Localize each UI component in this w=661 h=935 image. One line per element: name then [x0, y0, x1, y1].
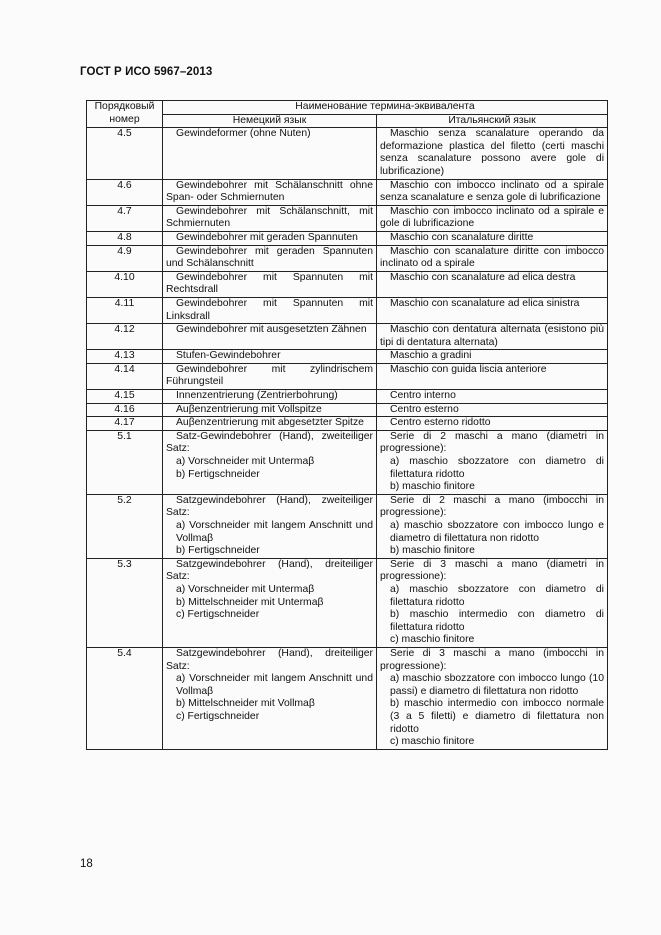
- german-term-line: Satzgewindebohrer (Hand), dreiteiliger Satz:: [166, 647, 373, 672]
- term-number: 4.12: [87, 324, 163, 350]
- italian-term-line: b) maschio intermedio con imbocco normale (3 a 5 filetti) e diametro di filettatura non ridotto: [390, 698, 604, 735]
- terms-table: [86, 100, 608, 750]
- german-term-line: b) Mittelschneider mit Untermaβ: [176, 596, 324, 608]
- term-number: 4.7: [87, 205, 163, 231]
- term-number: 4.16: [87, 403, 163, 417]
- table-row: [87, 390, 608, 404]
- italian-term-cell: [377, 647, 608, 749]
- italian-term-cell: [377, 350, 608, 364]
- german-term-line: c) Fertigschneider: [176, 710, 260, 722]
- table-row: [87, 205, 608, 231]
- table-row: [87, 417, 608, 431]
- italian-term-line: Serie di 3 maschi a mano (diametri in progressione):: [380, 558, 604, 583]
- italian-term-line: Serie di 2 maschi a mano (imbocchi in progressione):: [380, 494, 604, 519]
- italian-term-line: Maschio con imbocco inclinato od a spirale e gole di lubrificazione: [380, 205, 604, 230]
- german-term-cell: [163, 494, 377, 558]
- italian-term-cell: [377, 494, 608, 558]
- term-number: 4.10: [87, 271, 163, 297]
- german-term-cell: [163, 558, 377, 647]
- german-term-cell: [163, 271, 377, 297]
- table-row: [87, 271, 608, 297]
- column-group-header: Наименование термина-эквивалента: [163, 101, 608, 115]
- german-term-line: Stufen-Gewindebohrer: [176, 350, 281, 362]
- italian-term-line: Maschio con scanalature ad elica sinistra: [390, 297, 580, 309]
- italian-term-cell: [377, 390, 608, 404]
- table-subheader-row: [87, 114, 608, 128]
- german-term-cell: [163, 179, 377, 205]
- italian-term-line: Centro interno: [390, 390, 456, 402]
- italian-term-cell: [377, 363, 608, 389]
- table-row: [87, 128, 608, 179]
- italian-term-line: Serie di 2 maschi a mano (diametri in progressione):: [380, 430, 604, 455]
- term-number: 5.4: [87, 647, 163, 749]
- german-term-cell: [163, 403, 377, 417]
- table-header-row: [87, 101, 608, 115]
- german-term-cell: [163, 231, 377, 245]
- italian-term-cell: [377, 231, 608, 245]
- italian-term-cell: [377, 403, 608, 417]
- table-row: [87, 430, 608, 494]
- italian-term-line: Maschio senza scanalature operando da deformazione plastica del filetto (certi maschi senza scanalature possono avere gole di lubrificazione): [380, 128, 604, 177]
- german-term-line: Gewindebohrer mit Spannuten mit Rechtsdrall: [166, 271, 373, 296]
- german-term-cell: [163, 245, 377, 271]
- german-term-line: Gewindebohrer mit ausgesetzten Zähnen: [176, 324, 367, 336]
- italian-term-cell: [377, 128, 608, 179]
- german-term-cell: [163, 128, 377, 179]
- term-number: 5.2: [87, 494, 163, 558]
- italian-term-line: Maschio a gradini: [390, 350, 472, 362]
- table-row: [87, 231, 608, 245]
- term-number: 4.9: [87, 245, 163, 271]
- german-term-line: Gewindeformer (ohne Nuten): [176, 128, 311, 140]
- italian-term-line: a) maschio sbozzatore con imbocco lungo (10 passi) e diametro di filettatura non ridotto: [390, 673, 604, 697]
- table-row: [87, 403, 608, 417]
- italian-term-cell: [377, 430, 608, 494]
- document-header: ГОСТ Р ИСО 5967–2013: [80, 66, 213, 78]
- table-row: [87, 363, 608, 389]
- term-number: 5.3: [87, 558, 163, 647]
- german-term-line: Satzgewindebohrer (Hand), zweiteiliger Satz:: [166, 494, 373, 519]
- german-term-line: b) Fertigschneider: [176, 545, 260, 557]
- table-row: [87, 297, 608, 323]
- german-term-cell: [163, 350, 377, 364]
- italian-term-cell: [377, 558, 608, 647]
- italian-term-line: Maschio con scanalature ad elica destra: [390, 271, 576, 283]
- italian-term-cell: [377, 179, 608, 205]
- italian-term-line: a) maschio sbozzatore con imbocco lungo e diametro di filettatura non ridotto: [390, 520, 604, 544]
- german-term-line: a) Vorschneider mit Untermaβ: [176, 456, 315, 468]
- german-term-line: Gewindebohrer mit zylindrischem Führungsteil: [166, 363, 373, 388]
- term-number: 4.8: [87, 231, 163, 245]
- italian-term-line: Centro esterno: [390, 403, 459, 415]
- term-number: 4.13: [87, 350, 163, 364]
- italian-term-line: Maschio con imbocco inclinato od a spirale senza scanalature e senza gole di lubrificazione: [380, 179, 604, 204]
- table-row: [87, 558, 608, 647]
- italian-term-cell: [377, 324, 608, 350]
- column-header-italian: Итальянский язык: [377, 114, 608, 128]
- german-term-line: Auβenzentrierung mit Vollspitze: [176, 403, 322, 415]
- german-term-line: Auβenzentrierung mit abgesetzter Spitze: [176, 417, 364, 429]
- german-term-cell: [163, 205, 377, 231]
- italian-term-line: Maschio con dentatura alternata (esistono più tipi di dentatura alternata): [380, 324, 604, 348]
- term-number: 4.15: [87, 390, 163, 404]
- italian-term-line: b) maschio finitore: [390, 481, 475, 493]
- german-term-cell: [163, 390, 377, 404]
- column-header-german: Немецкий язык: [163, 114, 377, 128]
- table-row: [87, 245, 608, 271]
- german-term-cell: [163, 430, 377, 494]
- italian-term-line: Maschio con scanalature diritte con imbocco inclinato od a spirale: [380, 245, 604, 270]
- german-term-line: Gewindebohrer mit Spannuten mit Linksdrall: [166, 297, 373, 322]
- italian-term-cell: [377, 297, 608, 323]
- table-row: [87, 324, 608, 350]
- term-number: 4.17: [87, 417, 163, 431]
- table-row: [87, 494, 608, 558]
- italian-term-line: Centro esterno ridotto: [390, 417, 491, 429]
- italian-term-line: a) maschio sbozzatore con diametro di filettatura ridotto: [390, 583, 604, 608]
- page-number: 18: [80, 858, 93, 870]
- italian-term-line: Maschio con scanalature diritte: [390, 231, 534, 243]
- term-number: 4.5: [87, 128, 163, 179]
- german-term-cell: [163, 363, 377, 389]
- table-row: [87, 647, 608, 749]
- german-term-line: a) Vorschneider mit langem Anschnitt und Vollmaβ: [176, 520, 373, 544]
- table-row: [87, 179, 608, 205]
- german-term-line: Innenzentrierung (Zentrierbohrung): [176, 390, 338, 402]
- italian-term-cell: [377, 245, 608, 271]
- italian-term-line: c) maschio finitore: [390, 736, 475, 748]
- italian-term-line: a) maschio sbozzatore con diametro di filettatura ridotto: [390, 456, 604, 480]
- german-term-cell: [163, 297, 377, 323]
- italian-term-line: c) maschio finitore: [390, 634, 475, 646]
- german-term-line: Gewindebohrer mit Schälanschnitt, mit Schmiernuten: [166, 205, 373, 230]
- table-row: [87, 350, 608, 364]
- german-term-cell: [163, 417, 377, 431]
- german-term-line: c) Fertigschneider: [176, 609, 260, 621]
- german-term-line: Gewindebohrer mit Schälanschnitt ohne Span- oder Schmiernuten: [166, 179, 373, 204]
- italian-term-cell: [377, 205, 608, 231]
- italian-term-cell: [377, 417, 608, 431]
- term-number: 4.11: [87, 297, 163, 323]
- italian-term-line: b) maschio intermedio con diametro di filettatura ridotto: [390, 609, 604, 633]
- italian-term-line: Serie di 3 maschi a mano (imbocchi in progressione):: [380, 647, 604, 672]
- german-term-line: b) Fertigschneider: [176, 468, 260, 480]
- german-term-line: Gewindebohrer mit geraden Spannuten und Schälanschnitt: [166, 245, 373, 270]
- german-term-line: a) Vorschneider mit langem Anschnitt und Vollmaβ: [176, 673, 373, 697]
- german-term-line: a) Vorschneider mit Untermaβ: [176, 583, 315, 595]
- table-body: [87, 128, 608, 750]
- italian-term-line: b) maschio finitore: [390, 545, 475, 557]
- italian-term-cell: [377, 271, 608, 297]
- term-number: 4.14: [87, 363, 163, 389]
- german-term-line: Gewindebohrer mit geraden Spannuten: [176, 231, 358, 243]
- german-term-line: Satzgewindebohrer (Hand), dreiteiliger Satz:: [166, 558, 373, 583]
- term-number: 5.1: [87, 430, 163, 494]
- german-term-cell: [163, 324, 377, 350]
- italian-term-line: Maschio con guida liscia anteriore: [390, 363, 547, 375]
- german-term-line: b) Mittelschneider mit Vollmaβ: [176, 698, 315, 710]
- column-header-number: Порядковый номер: [87, 101, 163, 128]
- term-number: 4.6: [87, 179, 163, 205]
- german-term-cell: [163, 647, 377, 749]
- german-term-line: Satz-Gewindebohrer (Hand), zweiteiliger Satz:: [166, 430, 373, 455]
